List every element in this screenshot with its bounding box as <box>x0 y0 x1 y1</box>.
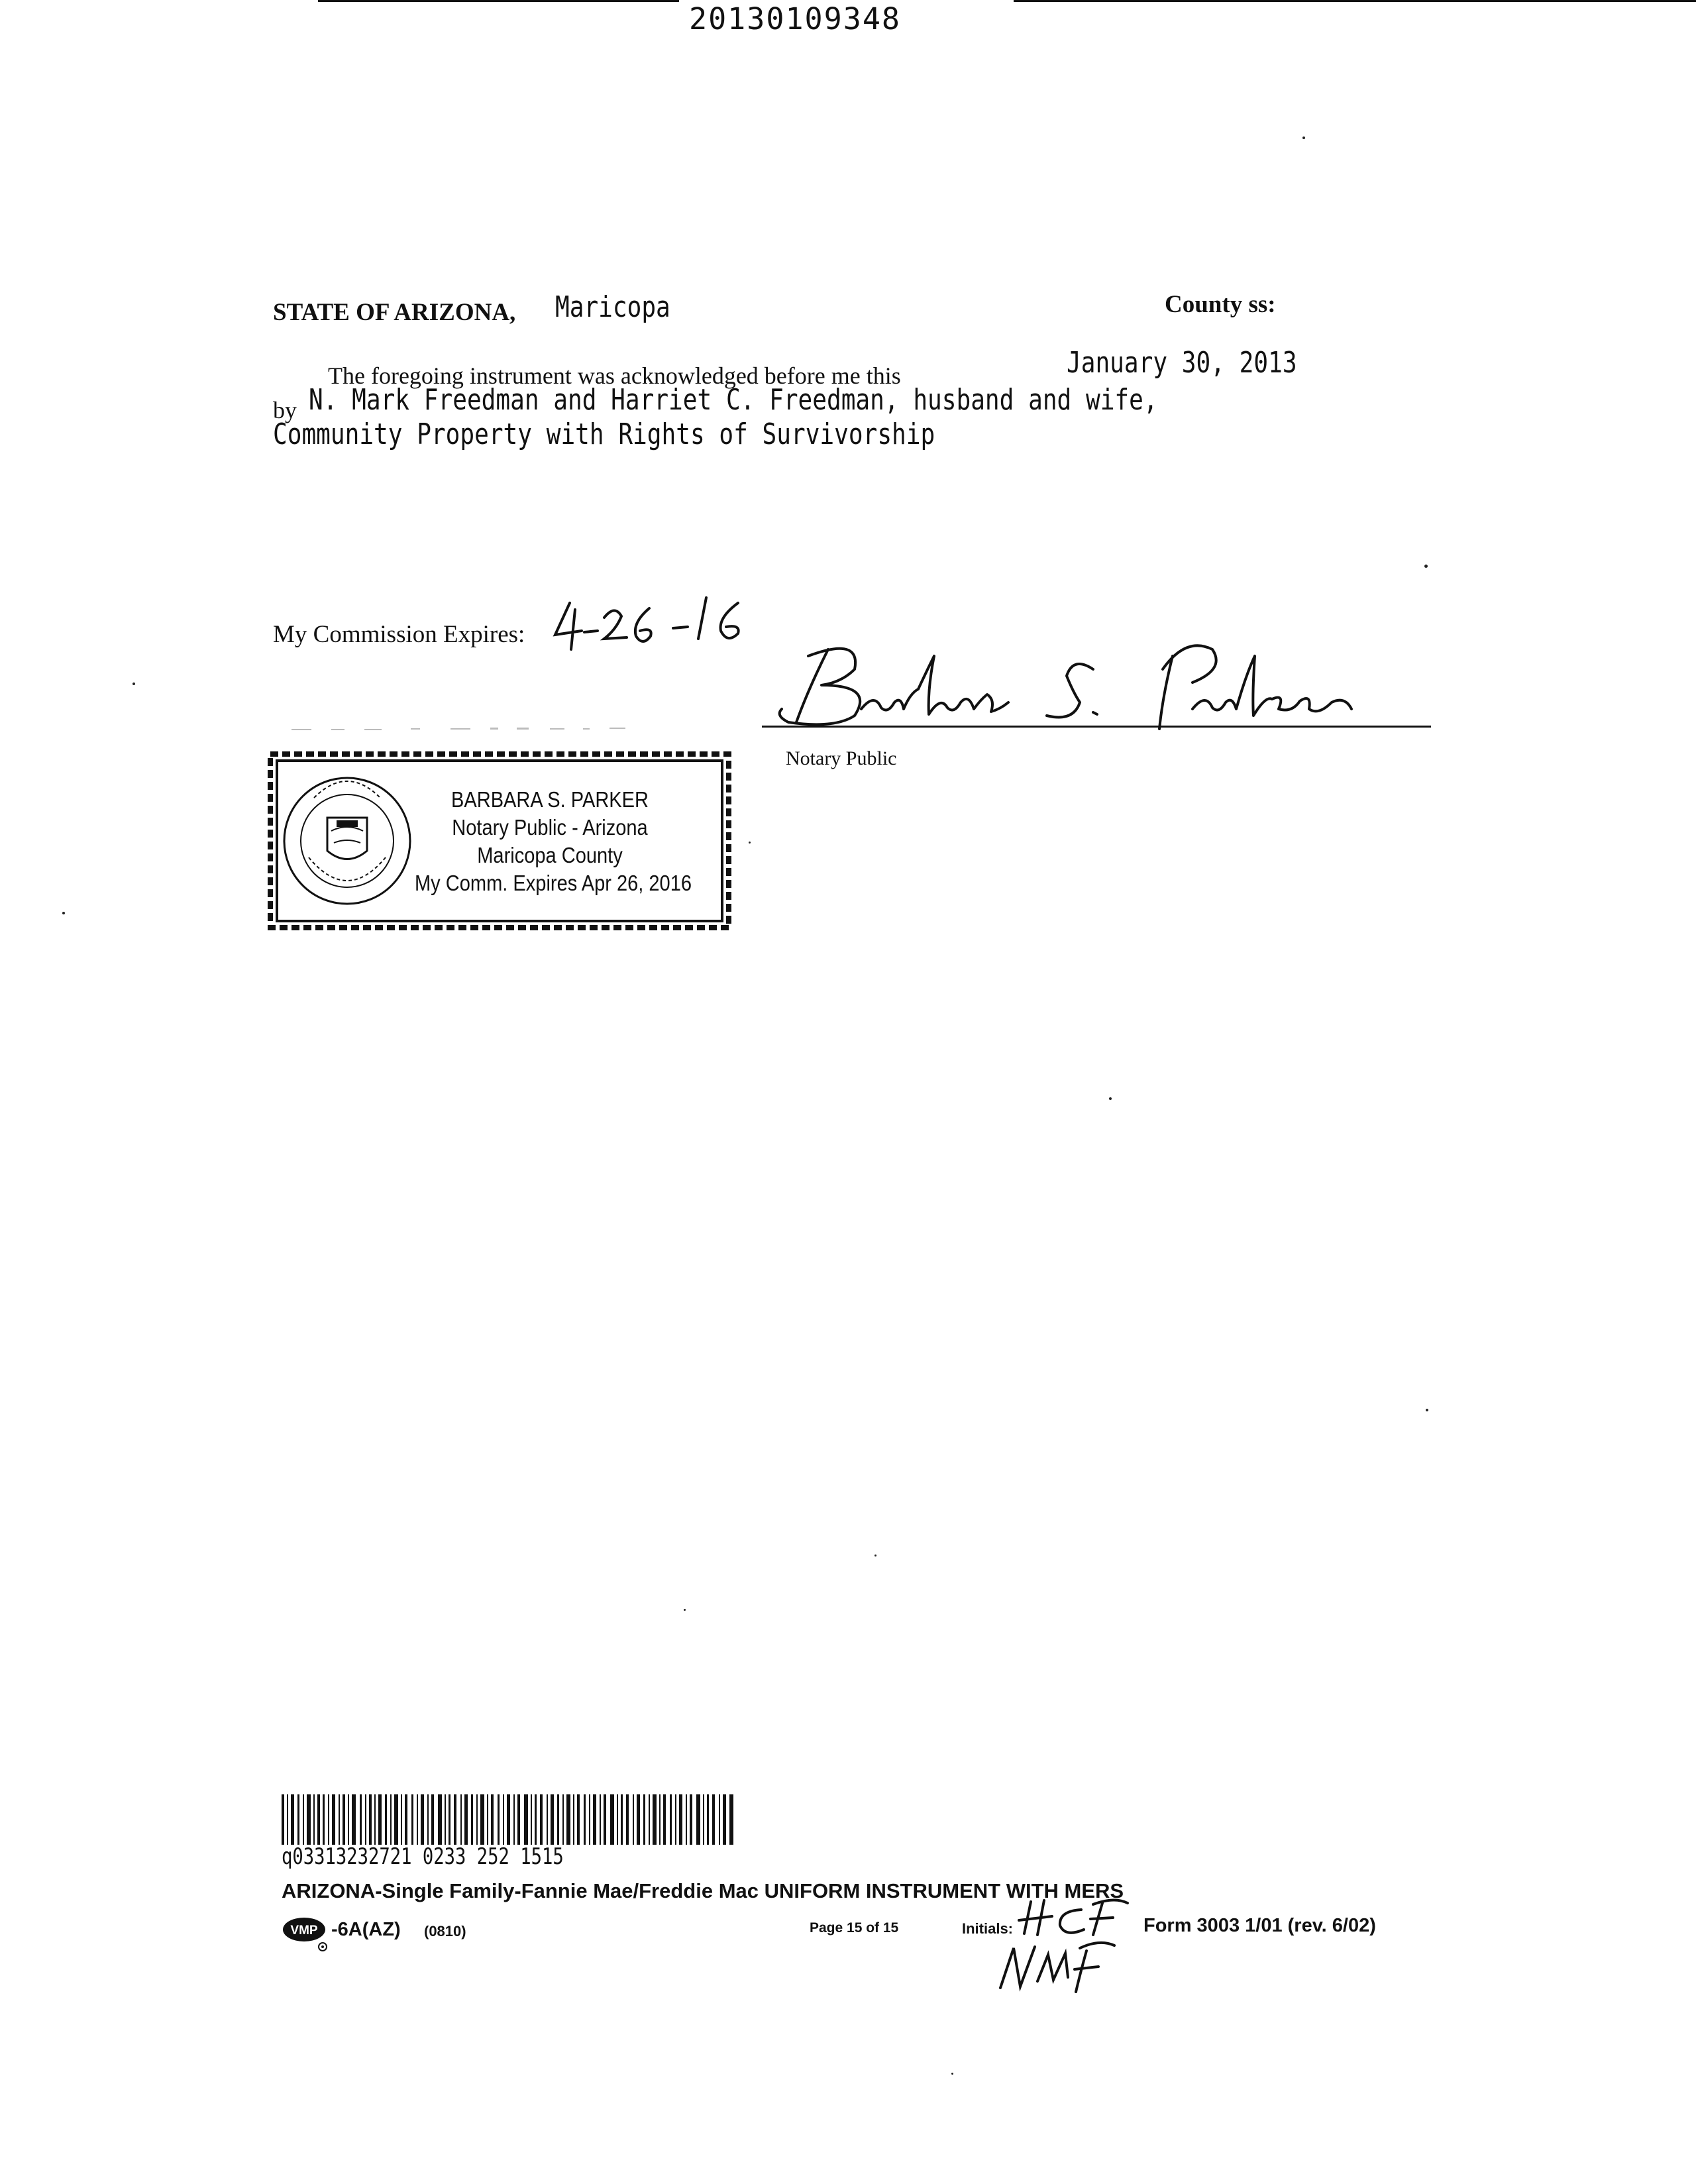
form-title: ARIZONA-Single Family-Fannie Mae/Freddie Mac UNIFORM INSTRUMENT WITH MERS <box>282 1879 1124 1902</box>
scan-speck <box>62 912 65 914</box>
state-seal <box>284 778 410 904</box>
form-code-version: (0810) <box>424 1923 466 1939</box>
recording-number: 20130109348 <box>689 1 902 36</box>
state-label: STATE OF ARIZONA, <box>273 299 516 326</box>
stamp-notary-title: Notary Public - Arizona <box>452 815 648 840</box>
scan-speck <box>874 1555 876 1556</box>
commission-expires-label: My Commission Expires: <box>273 621 525 648</box>
signer-names: N. Mark Freedman and Harriet C. Freedman, husband and wife, <box>309 383 1158 417</box>
county-ss-label: County ss: <box>1165 291 1276 318</box>
scan-speck <box>132 682 135 685</box>
form-number: Form 3003 1/01 (rev. 6/02) <box>1143 1915 1376 1936</box>
acknowledgment-statement: The foregoing instrument was acknowledged before me this <box>328 362 901 389</box>
vmp-logo <box>282 1914 328 1952</box>
vmp-logo-text: VMP <box>290 1924 318 1938</box>
scan-speck <box>749 842 751 844</box>
stamp-notary-name: BARBARA S. PARKER <box>450 787 649 812</box>
commission-expires-handwritten <box>543 583 782 656</box>
barcode-number: q03313232721 0233 252 1515 <box>282 1843 564 1870</box>
scan-speck <box>1424 565 1428 568</box>
stamp-expiration: My Comm. Expires Apr 26, 2016 <box>414 871 692 895</box>
by-label: by <box>273 397 297 423</box>
top-rule-left <box>318 0 679 2</box>
barcode <box>282 1794 735 1845</box>
scan-artifact-dots <box>292 722 662 736</box>
initials-handwritten-hcf <box>1015 1894 1134 1940</box>
top-rule-right <box>1014 0 1696 2</box>
signature-line <box>762 726 1431 728</box>
acknowledgment-date: January 30, 2013 <box>1067 346 1297 380</box>
initials-handwritten-nmf <box>987 1935 1120 1994</box>
scan-speck <box>1302 136 1305 139</box>
scan-speck <box>951 2073 953 2075</box>
county-typed: Maricopa <box>555 290 670 324</box>
scan-speck <box>1426 1409 1428 1411</box>
initials-label: Initials: <box>962 1920 1014 1937</box>
vesting-text: Community Property with Rights of Survivorship <box>273 417 935 451</box>
form-code: -6A(AZ) <box>331 1919 401 1940</box>
scan-speck <box>684 1609 686 1611</box>
notary-public-label: Notary Public <box>786 747 897 769</box>
notary-signature-handwritten <box>762 629 1391 749</box>
scan-speck <box>1109 1097 1112 1100</box>
stamp-notary-county: Maricopa County <box>477 843 623 867</box>
page-number: Page 15 of 15 <box>810 1920 899 1936</box>
